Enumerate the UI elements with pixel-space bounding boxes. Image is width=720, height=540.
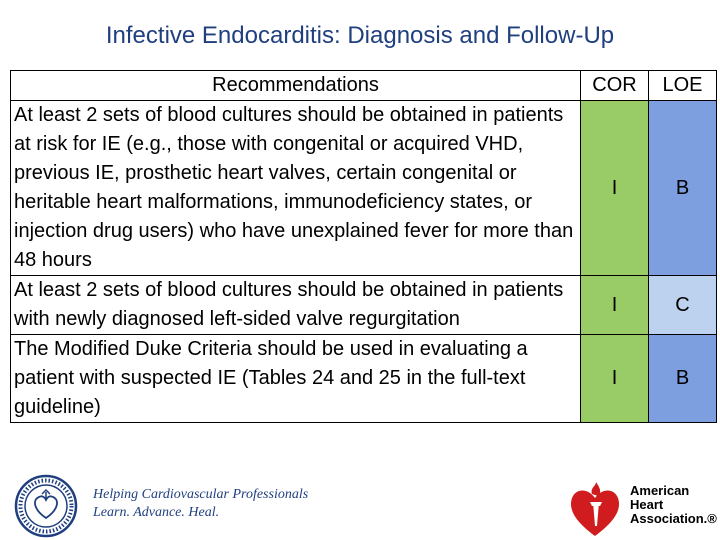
acc-seal-logo-icon (14, 474, 78, 538)
acc-tagline-line2: Learn. Advance. Heal. (93, 505, 220, 520)
recommendations-table (10, 70, 717, 423)
aha-wordmark-line3: Association.® (630, 511, 717, 526)
aha-wordmark-line1: American (630, 483, 690, 498)
table-row (11, 276, 717, 335)
header-cor: COR (581, 71, 649, 101)
cor-cell: I (581, 276, 649, 335)
aha-heart-torch-logo-icon (566, 480, 624, 540)
aha-wordmark-line2: Heart (630, 497, 664, 512)
table-row (11, 335, 717, 423)
footer (0, 474, 720, 540)
cor-cell: I (581, 335, 649, 423)
table-header-row (11, 71, 717, 101)
acc-tagline-line1: Helping Cardiovascular Professionals (93, 487, 309, 502)
header-recommendations: Recommendations (11, 71, 581, 101)
loe-cell: B (649, 335, 717, 423)
recommendation-text: At least 2 sets of blood cultures should be obtained in patients at risk for IE (e.g., those with congenital or acquired VHD, previous IE, prosthetic heart valves, certain congenital or heritable heart malformations, immunodeficiency states, or injection drug users) who have unexplained fever for more than 48 hours (11, 101, 581, 276)
acc-tagline (93, 486, 308, 522)
cor-cell: I (581, 101, 649, 276)
slide-title: Infective Endocarditis: Diagnosis and Follow-Up (105, 22, 615, 49)
table-row (11, 101, 717, 276)
loe-cell: C (649, 276, 717, 335)
recommendation-text: At least 2 sets of blood cultures should be obtained in patients with newly diagnosed left-sided valve regurgitation (11, 276, 581, 335)
header-loe: LOE (649, 71, 717, 101)
loe-cell: B (649, 101, 717, 276)
aha-wordmark (630, 484, 717, 526)
recommendation-text: The Modified Duke Criteria should be used in evaluating a patient with suspected IE (Tables 24 and 25 in the full-text guideline) (11, 335, 581, 423)
